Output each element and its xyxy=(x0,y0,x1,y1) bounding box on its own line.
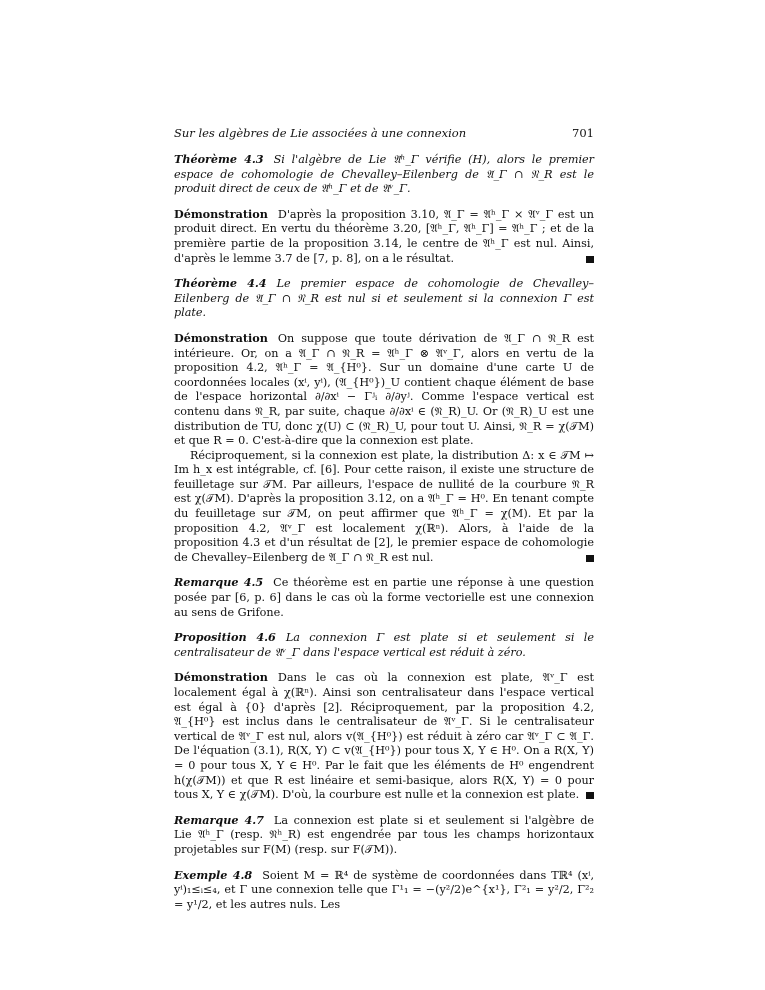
block-label: Remarque 4.7 xyxy=(174,812,264,827)
example-4-8 xyxy=(174,868,594,913)
proof-4-4 xyxy=(174,331,594,566)
theorem-text: Si l'algèbre de Lie 𝔄ʰ_Γ vérifie (H), alors le premier espace de cohomologie de Chevalley–Eilenberg de 𝔄_Γ ∩ 𝔑_R est le produit direct de ceux de 𝔄ʰ_Γ et de 𝔄ᵛ_Γ. xyxy=(174,153,594,196)
proof-4-6 xyxy=(174,670,594,802)
proof-text: Dans le cas où la connexion est plate, 𝔄ᵛ_Γ est localement égal à χ(ℝⁿ). Ainsi son centralisateur dans l'espace vertical est égal à {0} d'après [2]. Réciproquement, par la proposition 4.2, 𝔄_{H⁰} est inclus dans le centralisateur de 𝔄ᵛ_Γ. Si le centralisateur vertical de 𝔄ᵛ_Γ est nul, alors v(𝔄_{H⁰}) est réduit à zéro car 𝔄ᵛ_Γ ⊂ 𝔄_Γ. De l'équation (3.1), R(X, Y) ⊂ v(𝔄_{H⁰}) pour tous X, Y ∈ H⁰. On a R(X, Y) = 0 pour tous X, Y ∈ H⁰. Par le fait que les éléments de H⁰ engendrent h(χ(𝒯M)) et que R est linéaire et semi-basique, alors R(X, Y) = 0 pour tous X, Y ∈ χ(𝒯M). D'où, la courbure est nulle et la connexion est plate. xyxy=(174,671,594,802)
theorem-text: Le premier espace de cohomologie de Chevalley–Eilenberg de 𝔄_Γ ∩ 𝔑_R est nul si et seulement si la connexion Γ est plate. xyxy=(174,277,595,320)
block-label: Théorème 4.4 xyxy=(174,276,267,291)
block-label: Démonstration xyxy=(174,206,268,221)
page xyxy=(174,126,594,922)
proof-4-3 xyxy=(174,207,594,266)
remark-4-7 xyxy=(174,813,594,858)
theorem-4-4 xyxy=(174,276,594,321)
remark-4-5 xyxy=(174,575,594,620)
remark-text: Ce théorème est en partie une réponse à une question posée par [6, p. 6] dans le cas où la forme vectorielle est une connexion au sens de Grifone. xyxy=(174,576,594,619)
block-label: Exemple 4.8 xyxy=(174,867,253,882)
block-label: Démonstration xyxy=(174,330,268,345)
running-title: Sur les algèbres de Lie associées à une connexion xyxy=(174,126,467,140)
page-number: 701 xyxy=(572,126,594,140)
example-text: Soient M = ℝ⁴ de système de coordonnées dans Tℝ⁴ (xⁱ, yⁱ)₁≤ᵢ≤₄, et Γ une connexion telle que Γ¹₁ = −(y²/2)e^{x¹}, Γ²₁ = y²/2, Γ²₂ = y¹/2, et les autres nuls. Les xyxy=(174,868,594,911)
qed-symbol xyxy=(586,792,594,799)
proof-text: On suppose que toute dérivation de 𝔄_Γ ∩ 𝔑_R est intérieure. Or, on a 𝔄_Γ ∩ 𝔑_R = 𝔄ʰ_Γ ⊗ 𝔄ᵛ_Γ, alors en vertu de la proposition 4.2, 𝔄ʰ_Γ = 𝔄_{H⁰}. Sur un domaine d'une carte U de coordonnées locales (xⁱ, yⁱ), (𝔄_{H⁰})_U contient chaque élément de base de l'espace horizontal ∂/∂xⁱ − Γʲᵢ ∂/∂yʲ. Comme l'espace vertical est contenu dans 𝔑_R, par suite, chaque ∂/∂xⁱ ∈ (𝔑_R)_U. Or (𝔑_R)_U est une distribution de TU, donc χ(U) ⊂ (𝔑_R)_U, pour tout U. Ainsi, 𝔑_R = χ(𝒯M) et que R = 0. C'est-à-dire que la connexion est plate. xyxy=(174,331,594,448)
proof-text: D'après la proposition 3.10, 𝔄_Γ = 𝔄ʰ_Γ × 𝔄ᵛ_Γ est un produit direct. En vertu du théorème 3.20, [𝔄ʰ_Γ, 𝔄ʰ_Γ] = 𝔄ʰ_Γ ; et de la première partie de la proposition 3.14, le centre de 𝔄ʰ_Γ est nul. Ainsi, d'après le lemme 3.7 de [7, p. 8], on a le résultat. xyxy=(174,207,594,265)
block-label: Proposition 4.6 xyxy=(174,630,276,645)
block-label: Remarque 4.5 xyxy=(174,575,264,590)
block-label: Démonstration xyxy=(174,670,268,685)
block-label: Théorème 4.3 xyxy=(174,152,264,166)
theorem-4-3 xyxy=(174,152,594,197)
proposition-4-6 xyxy=(174,630,594,660)
proposition-text: La connexion Γ est plate si et seulement si le centralisateur de 𝔄ᵛ_Γ dans l'espace vertical est réduit à zéro. xyxy=(174,631,594,659)
qed-symbol xyxy=(586,256,594,263)
running-header xyxy=(174,126,594,140)
qed-symbol xyxy=(586,555,594,562)
proof-text: Réciproquement, si la connexion est plate, la distribution Δ: x ∈ 𝒯M ↦ Im h_x est intégrable, cf. [6]. Pour cette raison, il existe une structure de feuilletage sur 𝒯M. Par ailleurs, l'espace de nullité de la courbure 𝔑_R est χ(𝒯M). D'après la proposition 3.12, on a 𝔄ʰ_Γ = H⁰. En tenant compte du feuilletage sur 𝒯M, on peut affirmer que 𝔄ʰ_Γ = χ(M). Et par la proposition 4.2, 𝔄ᵛ_Γ est localement χ(ℝⁿ). Alors, à l'aide de la proposition 4.3 et d'un résultat de [2], le premier espace de cohomologie de Chevalley–Eilenberg de 𝔄_Γ ∩ 𝔑_R est nul. xyxy=(174,448,594,564)
remark-text: La connexion est plate si et seulement si l'algèbre de Lie 𝔄ʰ_Γ (resp. 𝔑ʰ_R) est engendrée par tous les champs horizontaux projetables sur F(M) (resp. sur F(𝒯M)). xyxy=(174,813,594,856)
